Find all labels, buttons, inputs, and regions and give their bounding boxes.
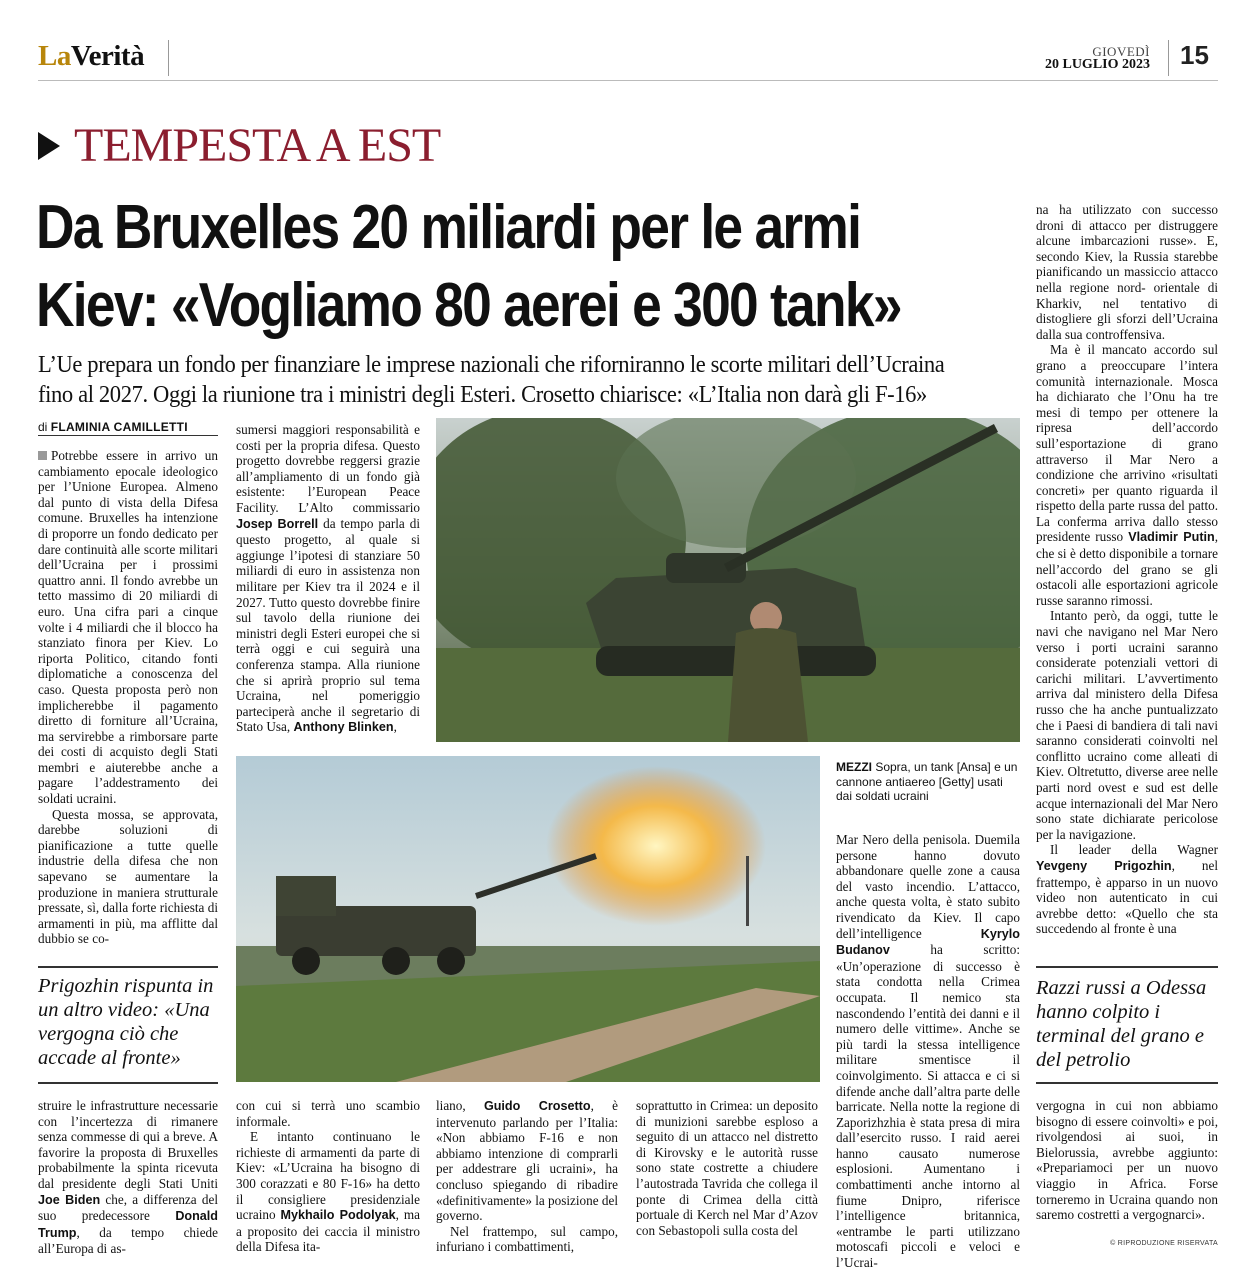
pullquote-rule-top <box>1036 966 1218 968</box>
top-rule <box>38 80 1218 81</box>
pullquote-prigozhin: Prigozhin rispunta in un altro video: «Una vergogna ciò che accade al fronte» <box>38 975 214 1069</box>
pullquote-rule-top <box>38 966 218 968</box>
pullquote-odessa: Razzi russi a Odessa hanno colpito i terminal del grano e del petrolio <box>1036 977 1207 1071</box>
article-column-1-continued: struire le infrastrutture necessarie con l’incertezza di rimanere senza commesse di qui a breve. A favorire la proposta di Bruxelles probabilmente la spinta ricevuta dal presidente degli Stati Uniti Joe Biden che, a differenza del suo predecessore Donald Trump, da tempo chiede all’Europa di as- <box>38 1098 218 1257</box>
headline-line-2: Kiev: «Vogliamo 80 aerei e 300 tank» <box>36 271 901 340</box>
issue-day: GIOVEDÌ <box>1092 44 1150 59</box>
masthead-divider <box>1168 40 1169 76</box>
masthead-divider <box>168 40 169 76</box>
issue-date: 20 LUGLIO 2023 <box>1044 57 1150 72</box>
newspaper-logo: LaVerità <box>38 40 145 72</box>
page-number: 15 <box>1180 40 1209 70</box>
anti-aircraft-gun-photo <box>236 756 820 1082</box>
article-column-4: soprattutto in Crimea: un deposito di munizioni sarebbe esploso a seguito di un attacco nel distretto di Kirovsky e le autorità russe sono state costrette a chiudere l’autostrada Tavrida che collega il ponte di Crimea della città portuale di Kerch nel Mar d’Azov con Sebastopoli sulla costa del <box>636 1098 818 1238</box>
byline: di FLAMINIA CAMILLETTI <box>38 420 188 434</box>
byline-rule <box>38 435 218 436</box>
subheadline: L’Ue prepara un fondo per finanziare le imprese nazionali che riforniranno le scorte militari dell’Ucraina fino al 2027. Oggi la riunione tra i ministri degli Esteri. Crosetto chiarisce: «L’Italia non darà gli F-16» <box>38 352 945 408</box>
article-column-2-continued: con cui si terrà uno scambio informale. E intanto continuano le richieste di armamenti da parte di Kiev: «L’Ucraina ha bisogno di 300 corazzati e 80 F-16» ha detto il consigliere presidenziale ucraino Mykhailo Podolyak, ma a proposito dei caccia il ministro della Difesa ita- <box>236 1098 420 1255</box>
article-column-6: na ha utilizzato con successo droni di attacco per distruggere alcune imbarcazioni russe». E, secondo Kiev, la Russia starebbe pianificando un massiccio attacco nella regione nord- orientale di Kharkiv, nel tentativo di distogliere gli sforzi dell’Ucraina dalla sua controffensiva. Ma è il mancato accordo sul grano a preoccupare l’intera comunità internazionale. Mosca ha dichiarato che l’Onu ha tre mesi di tempo per ottenere la ripresa dell’accordo sull’esportazione di grano attraverso il Mar Nero a condizione che arrivino «risultati concreti» per quanto riguarda il rispetto della parte russa del patto. La conferma arriva dallo stesso presidente russo Vladimir Putin, che si è detto disponibile a tornare nell’accordo del grano se gli ostacoli alle esportazioni agricole russe saranno rimossi. Intanto però, da oggi, tutte le navi che navigano nel Mar Nero verso i porti ucraini saranno considerate potenziali vettori di carichi militari. L’avvertimento arriva dal ministero della Difesa russo che ha anche puntualizzato che i Paesi di bandiera di tali navi saranno considerati coinvolti nel conflitto ucraino come alleati di Kiev. Oltretutto, diverse aree nelle parti nord ovest e sud est delle acque internazionali del Mar Nero sono state dichiarate pericolose per la navigazione. Il leader della Wagner Yevgeny Prigozhin, nel frattempo, è apparso in un nuovo video non autenticato in cui avrebbe detto: «Quello che sta succedendo al fronte è una <box>1036 202 1218 937</box>
article-column-1: Potrebbe essere in arrivo un cambiamento epocale ideologico per l’Unione Europea. Almeno dal punto di vista della Difesa comune. Bruxelles ha intenzione di proporre un fondo dedicato per dare continuità alle scorte militari dell’Ucraina per i prossimi quattro anni. Il fondo avrebbe un tetto massimo di 20 miliardi di euro. Una cifra pari a cinque volte i 4 miliardi che il blocco ha stanziato finora per Kiev. Lo riporta Politico, citando fonti diplomatiche a conoscenza del caso. Questa proposta però non implicherebbe il pagamento diretto di forniture all’Ucraina, ma servirebbe a rimborsare parte dei costi di acquisto degli Stati membri e aiuterebbe anche a pagare l’addestramento dei soldati ucraini. Questa mossa, se approvata, darebbe soluzioni di pianificazione a tutte quelle industrie della difesa che non sapevano se aumentare la produzione in maniera strutturale pressate, sì, dalla forte richiesta di armamenti in più, ma afflitte dal dubbio se co- <box>38 448 218 947</box>
headline-line-1: Da Bruxelles 20 miliardi per le armi <box>36 193 861 262</box>
article-column-5: Mar Nero della penisola. Duemila persone hanno dovuto abbandonare quelle zone a causa del vasto incendio. L’attacco, anche questa volta, è stato subito rivendicato da Kiev. Il capo dell’intelligence Kyrylo Budanov ha scritto: «Un’operazione di successo è stata condotta nella Crimea occupata. Il nemico sta nascondendo l’entità dei danni e il numero delle vittime». Anche se più tardi la stessa intelligence militare smentisce il coinvolgimento. Si attacca e ci si difende anche dall’altra parte delle barricate. Nella notte la regione di Zaporizhzhia è stata presa di mira dall’esercito russo. I raid aerei hanno causato numerose esplosioni. Aumentano i combattimenti anche intorno al fiume Dnipro, riferisce l’intelligence britannica, «entrambe le parti utilizzano motoscafi piccoli e veloci e l’Ucrai- <box>836 832 1020 1271</box>
article-column-6-continued: vergogna in cui non abbiamo bisogno di essere coinvolti» e poi, rivolgendosi ai suoi, in Bielorussia, avrebbe aggiunto: «Prepariamoci per un nuovo viaggio in Africa. Forse torneremo in Ucraina quando non saremo costretti a vergognarci». <box>1036 1098 1218 1223</box>
section-kicker: TEMPESTA A EST <box>74 119 441 172</box>
pullquote-rule-bottom <box>1036 1082 1218 1084</box>
start-square-icon <box>38 451 47 460</box>
photo-caption: MEZZI Sopra, un tank [Ansa] e un cannone antiaereo [Getty] usati dai soldati ucraini <box>836 760 1018 803</box>
kicker-arrow-icon <box>38 132 60 160</box>
article-column-2: sumersi maggiori responsabilità e costi per la propria difesa. Questo progetto dovrebbe reggersi grazie all’ampliamento di un fondo già esistente: l’European Peace Facility. L’Alto commissario Josep Borrell da tempo parla di questo progetto, al quale si aggiunge l’ipotesi di stanziare 50 miliardi di euro in assistenza non militare per Kiev tra il 2024 e il 2027. Tutto questo dovrebbe finire sul tavolo della riunione dei ministri degli Esteri europei che si terrà oggi e cui seguirà una conferenza stampa. Alla riunione che si aprirà proprio sul tema Ucraina, nel pomeriggio parteciperà anche il segretario di Stato Usa, Anthony Blinken, <box>236 422 420 735</box>
pullquote-rule-bottom <box>38 1082 218 1084</box>
tank-photo <box>436 418 1020 742</box>
copyright-notice: © RIPRODUZIONE RISERVATA <box>1110 1240 1218 1247</box>
article-column-3: liano, Guido Crosetto, è intervenuto parlando per l’Italia: «Non abbiamo F-16 e non abbiamo intenzione di comprarli per addestrare gli ucraini», ha concluso spiegando di ribadire «definitivamente» la posizione del governo. Nel frattempo, sul campo, infuriano i combattimenti, <box>436 1098 619 1255</box>
